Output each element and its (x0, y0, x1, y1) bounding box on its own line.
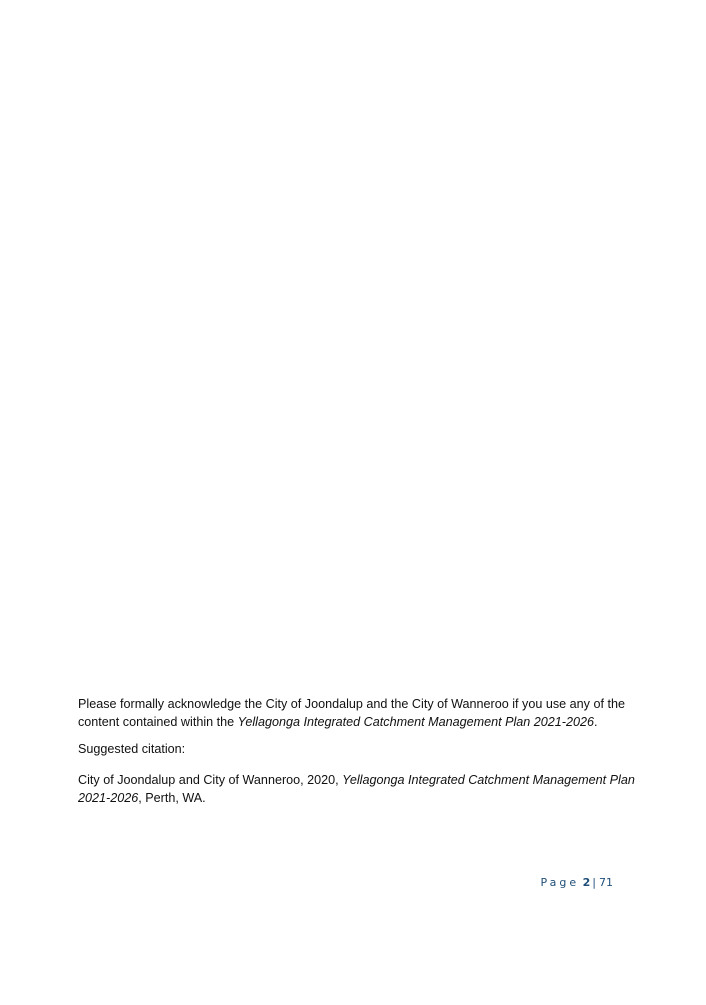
page-label: Page (540, 876, 580, 889)
citation-place: , Perth, WA. (138, 791, 206, 805)
plan-title: Yellagonga Integrated Catchment Management Plan 2021-2026 (237, 715, 595, 729)
citation-paragraph (78, 771, 638, 807)
page-number: 2 (582, 876, 591, 889)
citation-authors: City of Joondalup and City of Wanneroo, 2020, (78, 773, 343, 787)
acknowledgement-text: Please formally acknowledge the City of Joondalup and the City of Wanneroo if you use any of the content contained within the (78, 697, 625, 729)
page-footer (540, 876, 613, 889)
acknowledgement-end: . (594, 715, 598, 729)
total-pages: 71 (599, 876, 613, 889)
citation-plan-title: Yellagonga Integrated Catchment Management Plan 2021-2026 (78, 773, 635, 805)
page-separator: | (592, 876, 596, 889)
citation-heading: Suggested citation: (78, 742, 186, 756)
acknowledgement-paragraph (78, 695, 638, 731)
